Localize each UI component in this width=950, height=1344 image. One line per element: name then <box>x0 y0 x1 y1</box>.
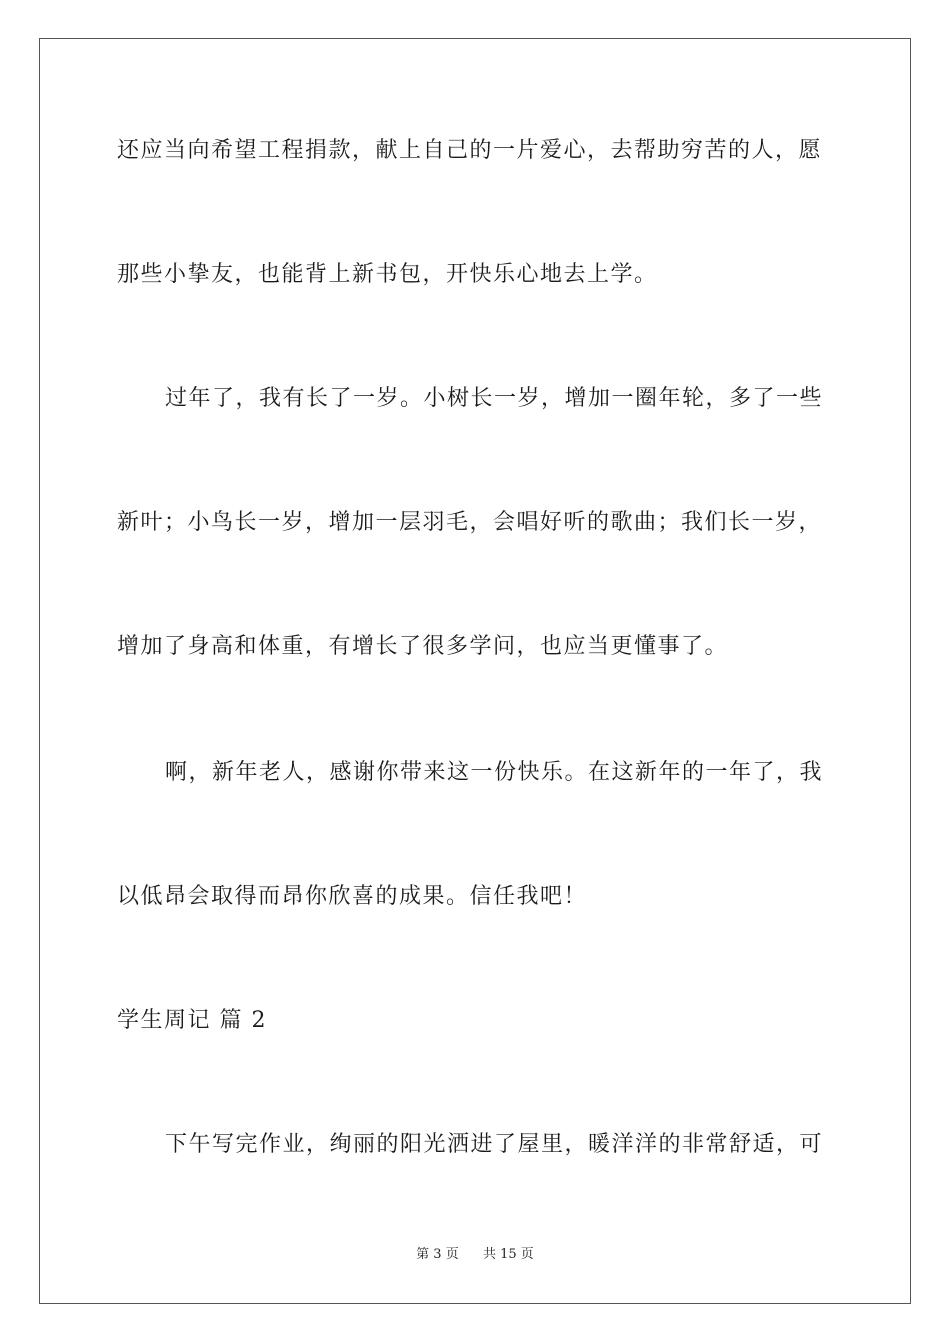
page-border <box>39 38 911 1304</box>
paragraph-line: 新叶；小鸟长一岁，增加一层羽毛，会唱好听的歌曲；我们长一岁， <box>117 510 823 535</box>
paragraph-line: 还应当向希望工程捐款，献上自己的一片爱心，去帮助穷苦的人，愿 <box>117 138 823 163</box>
paragraph-line: 过年了，我有长了一岁。小树长一岁，增加一圈年轮，多了一些 <box>165 386 824 411</box>
paragraph-line: 下午写完作业，绚丽的阳光洒进了屋里，暖洋洋的非常舒适，可 <box>165 1132 824 1157</box>
page-number: 第 3 页 <box>416 1247 459 1262</box>
paragraph-line: 那些小挚友，也能背上新书包，开快乐心地去上学。 <box>117 262 658 287</box>
paragraph-line: 以低昂会取得而昂你欣喜的成果。信任我吧！ <box>117 884 588 909</box>
page-footer <box>0 1246 950 1264</box>
total-pages: 共 15 页 <box>483 1247 534 1262</box>
paragraph-line: 啊，新年老人，感谢你带来这一份快乐。在这新年的一年了，我 <box>165 760 824 785</box>
paragraph-line: 增加了身高和体重，有增长了很多学问，也应当更懂事了。 <box>117 634 729 659</box>
section-heading: 学生周记 篇 2 <box>117 1008 267 1033</box>
